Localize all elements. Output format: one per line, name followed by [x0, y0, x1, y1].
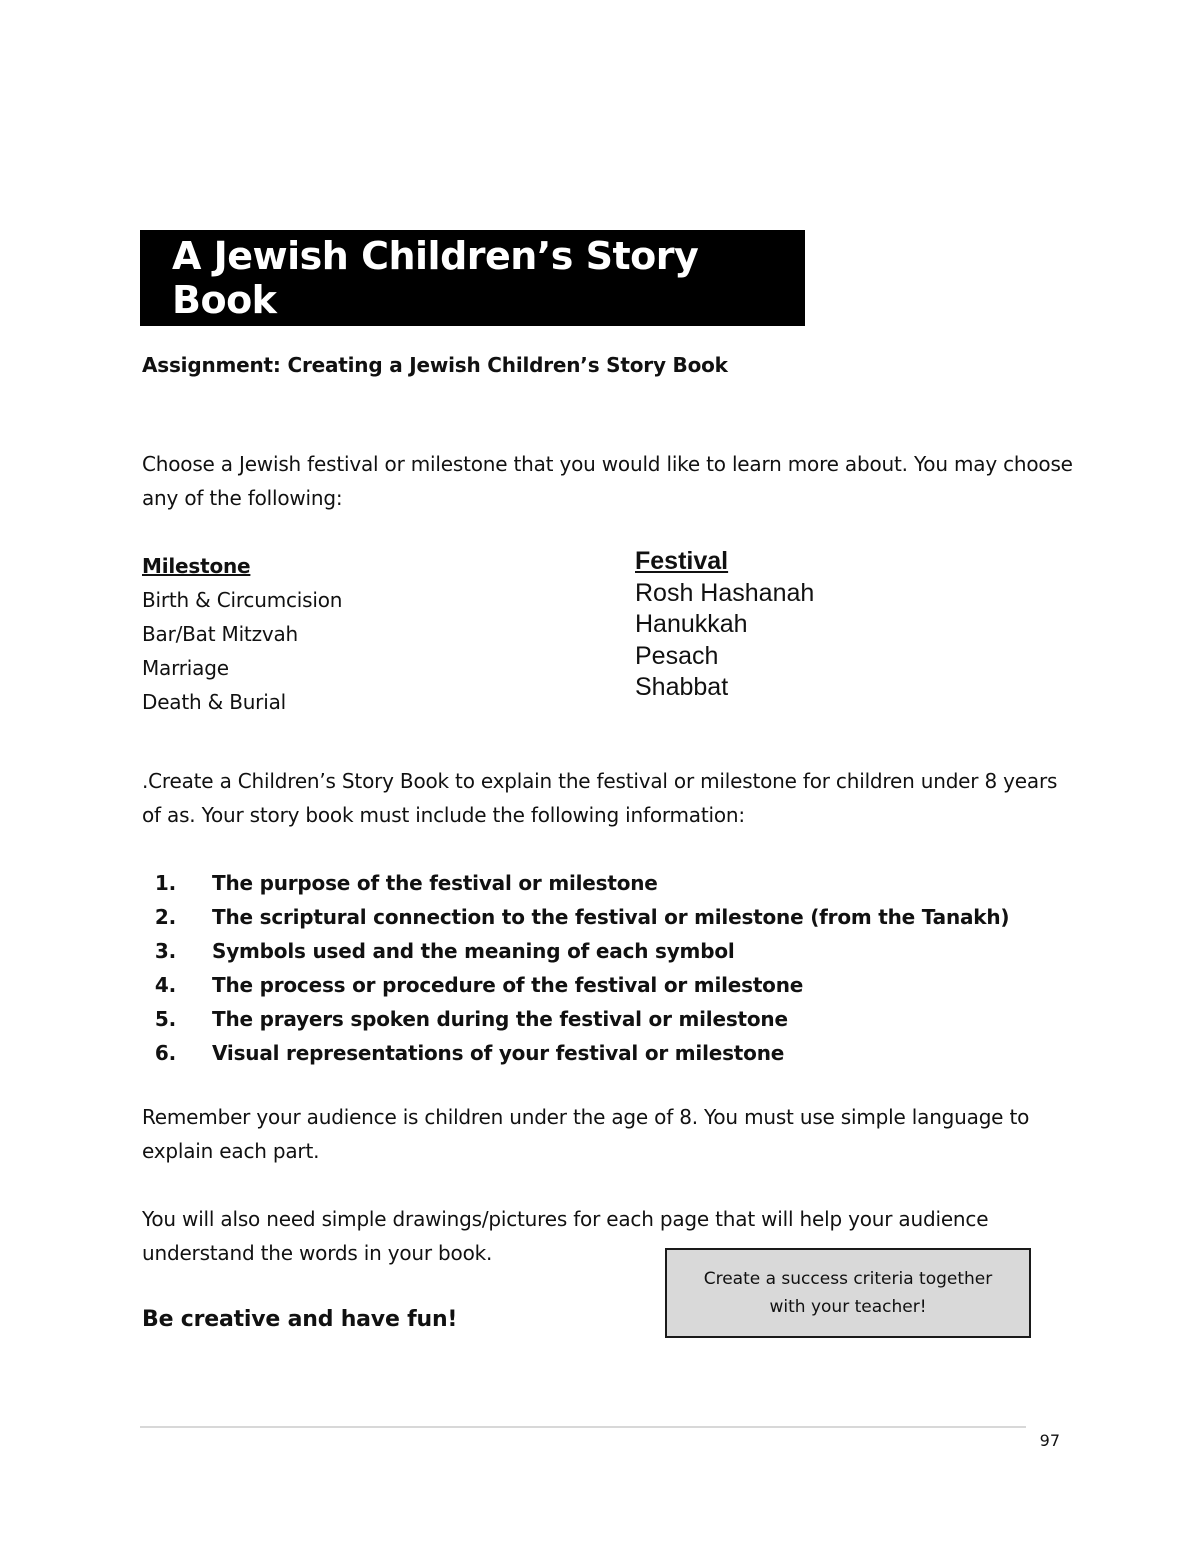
milestone-heading: Milestone: [142, 554, 251, 578]
requirement-text: Visual representations of your festival or milestone: [212, 1041, 785, 1065]
assignment-heading: Assignment: Creating a Jewish Children’s Story Book: [142, 353, 728, 377]
requirement-item: [142, 1002, 1009, 1036]
requirement-number: 1.: [154, 871, 176, 895]
footer-divider: [140, 1426, 1026, 1428]
festival-item: Pesach: [635, 641, 719, 670]
requirement-text: The process or procedure of the festival or milestone: [212, 973, 804, 997]
intro-paragraph: Choose a Jewish festival or milestone that you would like to learn more about. You may choose any of the following:: [142, 452, 1073, 510]
page-number: 97: [1039, 1431, 1060, 1450]
milestone-item: Marriage: [142, 656, 229, 680]
closing-line: Be creative and have fun!: [142, 1307, 458, 1332]
title-banner: [140, 230, 805, 326]
requirement-item: [142, 968, 1009, 1002]
milestone-column: [142, 549, 342, 719]
milestone-item: Death & Burial: [142, 690, 286, 714]
festival-column: [635, 546, 814, 704]
requirement-item: [142, 900, 1009, 934]
festival-heading: Festival: [635, 547, 729, 575]
requirement-number: 5.: [154, 1007, 176, 1031]
milestone-item: Bar/Bat Mitzvah: [142, 622, 299, 646]
success-criteria-box: [665, 1248, 1031, 1338]
requirement-text: Symbols used and the meaning of each symbol: [212, 939, 735, 963]
page-title: A Jewish Children’s Story Book: [172, 234, 699, 322]
requirement-item: [142, 866, 1009, 900]
drawings-paragraph: You will also need simple drawings/pictures for each page that will help your audience understand the words in your book.: [142, 1207, 989, 1265]
requirements-list: [142, 866, 1009, 1070]
requirement-item: [142, 934, 1009, 968]
requirement-number: 6.: [154, 1041, 176, 1065]
festival-item: Shabbat: [635, 673, 729, 701]
remember-paragraph: Remember your audience is children under the age of 8. You must use simple language to explain each part.: [142, 1105, 1030, 1163]
success-criteria-text: Create a success criteria together with your teacher!: [703, 1269, 993, 1317]
requirement-number: 4.: [154, 973, 176, 997]
requirement-number: 3.: [154, 939, 176, 963]
requirement-item: [142, 1036, 1009, 1070]
requirement-text: The purpose of the festival or milestone: [212, 871, 658, 895]
create-paragraph: .Create a Children’s Story Book to explain the festival or milestone for children under 8 years of as. Your story book must include the following information:: [142, 769, 1058, 827]
festival-item: Rosh Hashanah: [635, 578, 815, 607]
requirement-number: 2.: [154, 905, 176, 929]
requirement-text: The prayers spoken during the festival or milestone: [212, 1007, 788, 1031]
festival-item: Hanukkah: [635, 610, 748, 638]
milestone-item: Birth & Circumcision: [142, 588, 343, 612]
requirement-text: The scriptural connection to the festival or milestone (from the Tanakh): [212, 905, 1010, 929]
